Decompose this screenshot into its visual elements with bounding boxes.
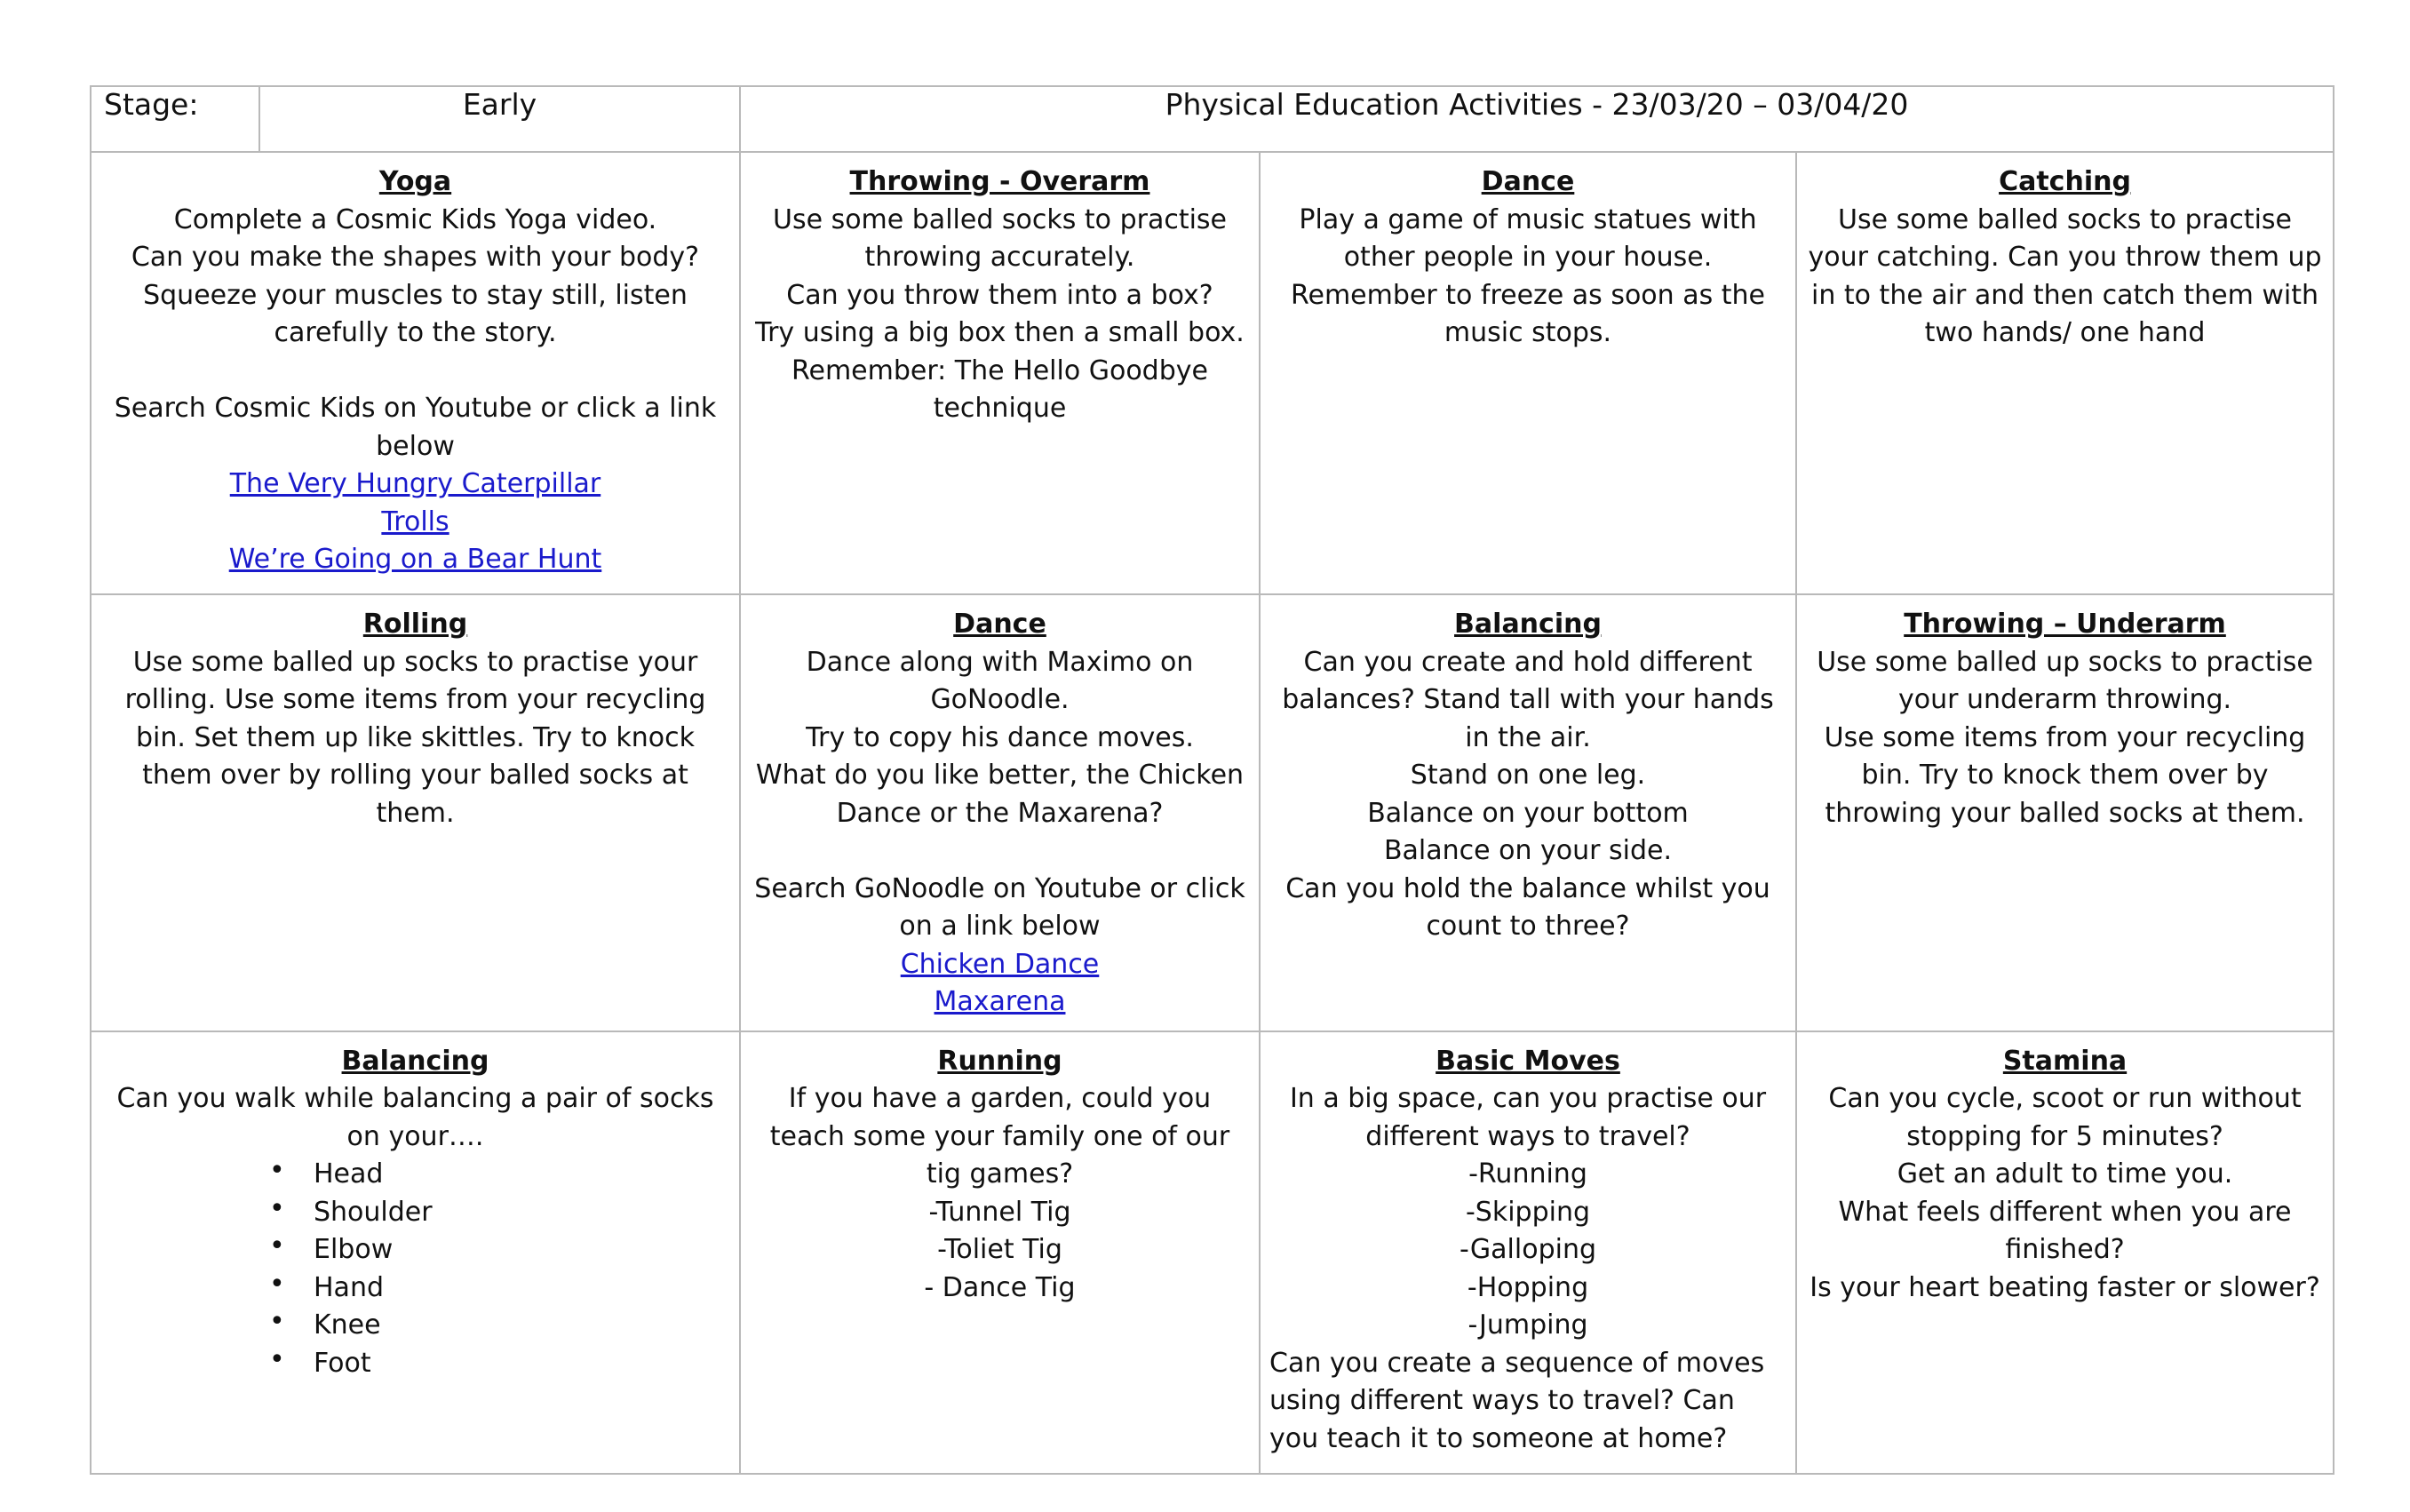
stamina-line: Get an adult to time you. (1897, 1158, 2233, 1190)
throwing-overarm-line: Try using a big box then a small box. (755, 317, 1245, 348)
link-chicken-dance[interactable]: Chicken Dance (900, 948, 1100, 980)
balancing-socks-intro: Can you walk while balancing a pair of socks on your…. (116, 1083, 714, 1152)
dance-statues-line: Play a game of music statues with other people in your house. (1299, 203, 1757, 273)
dance-statues-line: Remember to freeze as soon as the music stops. (1291, 279, 1765, 348)
throwing-overarm-cell (740, 152, 1260, 594)
list-item: • Knee (100, 1307, 730, 1345)
activity-row-2 (91, 594, 2334, 1031)
balancing-holds-line: Can you hold the balance whilst you count to three? (1285, 872, 1770, 942)
list-item: • Elbow (100, 1231, 730, 1269)
yoga-title: Yoga (378, 166, 452, 197)
basic-moves-line: -Skipping (1465, 1196, 1591, 1228)
throwing-overarm-line: Use some balled socks to practise throwing accurately. (772, 203, 1228, 273)
basic-moves-line: In a big space, can you practise our different ways to travel? (1289, 1083, 1767, 1152)
basic-moves-line: -Hopping (1467, 1271, 1589, 1303)
catching-title: Catching (1999, 166, 2131, 197)
document-title: Physical Education Activities - 23/03/20 – 03/04/20 (740, 86, 2334, 152)
rolling-cell (91, 594, 740, 1031)
catching-cell (1796, 152, 2334, 594)
list-item: • Head (100, 1156, 730, 1194)
running-line: -Tunnel Tig (928, 1196, 1071, 1228)
basic-moves-line: -Jumping (1467, 1309, 1588, 1341)
list-item: • Foot (100, 1345, 730, 1383)
basic-moves-line: -Galloping (1459, 1234, 1596, 1265)
throwing-overarm-line: Can you throw them into a box? (786, 279, 1213, 311)
basic-moves-closing: Can you create a sequence of moves using different ways to travel? Can you teach it to someone at home? (1269, 1347, 1765, 1454)
header-row (91, 86, 2334, 152)
dance-gonoodle-cell (740, 594, 1260, 1031)
yoga-line: Complete a Cosmic Kids Yoga video. (173, 203, 657, 235)
pe-activities-document (90, 85, 2333, 1475)
stamina-cell (1796, 1031, 2334, 1474)
balancing-socks-title: Balancing (341, 1045, 489, 1077)
activity-row-1 (91, 152, 2334, 594)
running-line: If you have a garden, could you teach some your family one of our tig games? (769, 1083, 1230, 1190)
link-trolls[interactable]: Trolls (381, 505, 449, 537)
dance-statues-cell (1260, 152, 1796, 594)
balancing-holds-line: Balance on your bottom (1367, 797, 1689, 829)
list-item: • Shoulder (100, 1194, 730, 1232)
dance-gonoodle-title: Dance (953, 609, 1046, 640)
balancing-socks-cell (91, 1031, 740, 1474)
activity-row-3 (91, 1031, 2334, 1474)
dance-gonoodle-search-text: Search GoNoodle on Youtube or click on a link below (754, 872, 1245, 942)
dance-statues-title: Dance (1481, 166, 1575, 197)
basic-moves-title: Basic Moves (1436, 1045, 1620, 1077)
dance-gonoodle-line: Dance along with Maximo on GoNoodle. (806, 646, 1194, 715)
activities-table (90, 85, 2334, 1475)
throwing-overarm-title: Throwing - Overarm (849, 166, 1150, 197)
yoga-cell (91, 152, 740, 594)
stage-label: Stage: (91, 86, 259, 152)
running-line: -Toliet Tig (937, 1234, 1062, 1265)
balancing-holds-cell (1260, 594, 1796, 1031)
balancing-holds-line: Stand on one leg. (1410, 760, 1646, 791)
running-title: Running (937, 1045, 1062, 1077)
link-very-hungry-caterpillar[interactable]: The Very Hungry Caterpillar (229, 468, 601, 499)
yoga-line: Can you make the shapes with your body? Squeeze your muscles to stay still, listen carefully to the story. (131, 242, 700, 348)
dance-gonoodle-line: What do you like better, the Chicken Dance or the Maxarena? (755, 760, 1245, 829)
stamina-line: Is your heart beating faster or slower? (1809, 1271, 2320, 1303)
link-bear-hunt[interactable]: We’re Going on a Bear Hunt (228, 544, 602, 575)
balancing-holds-line: Can you create and hold different balances? Stand tall with your hands in the air. (1282, 646, 1774, 753)
rolling-line: Use some balled up socks to practise your rolling. Use some items from your recycling bin. Set them up like skittles. Try to knock them over by rolling your balled socks at them. (124, 646, 706, 829)
balancing-holds-title: Balancing (1454, 609, 1602, 640)
running-cell (740, 1031, 1260, 1474)
stage-value: Early (259, 86, 740, 152)
throwing-underarm-title: Throwing – Underarm (1904, 609, 2226, 640)
balancing-holds-line: Balance on your side. (1383, 835, 1673, 866)
throwing-overarm-line: Remember: The Hello Goodbye technique (791, 354, 1208, 424)
throwing-underarm-line: Use some items from your recycling bin. Try to knock them over by throwing your balled socks at them. (1824, 721, 2306, 829)
body-parts-list (100, 1156, 730, 1382)
list-item: • Hand (100, 1269, 730, 1308)
catching-line: Use some balled socks to practise your catching. Can you throw them up in to the air and then catch them with two hands/ one hand (1808, 203, 2322, 348)
throwing-underarm-cell (1796, 594, 2334, 1031)
link-maxarena[interactable]: Maxarena (934, 986, 1066, 1017)
basic-moves-cell (1260, 1031, 1796, 1474)
stamina-line: Can you cycle, scoot or run without stopping for 5 minutes? (1828, 1083, 2302, 1152)
throwing-underarm-line: Use some balled up socks to practise your underarm throwing. (1817, 646, 2313, 715)
stamina-line: What feels different when you are finished? (1838, 1196, 2292, 1265)
dance-gonoodle-line: Try to copy his dance moves. (806, 721, 1194, 753)
basic-moves-line: -Running (1468, 1158, 1587, 1190)
stamina-title: Stamina (2002, 1045, 2128, 1077)
rolling-title: Rolling (362, 609, 468, 640)
running-line: - Dance Tig (924, 1271, 1076, 1303)
yoga-search-text: Search Cosmic Kids on Youtube or click a link below (114, 393, 717, 462)
